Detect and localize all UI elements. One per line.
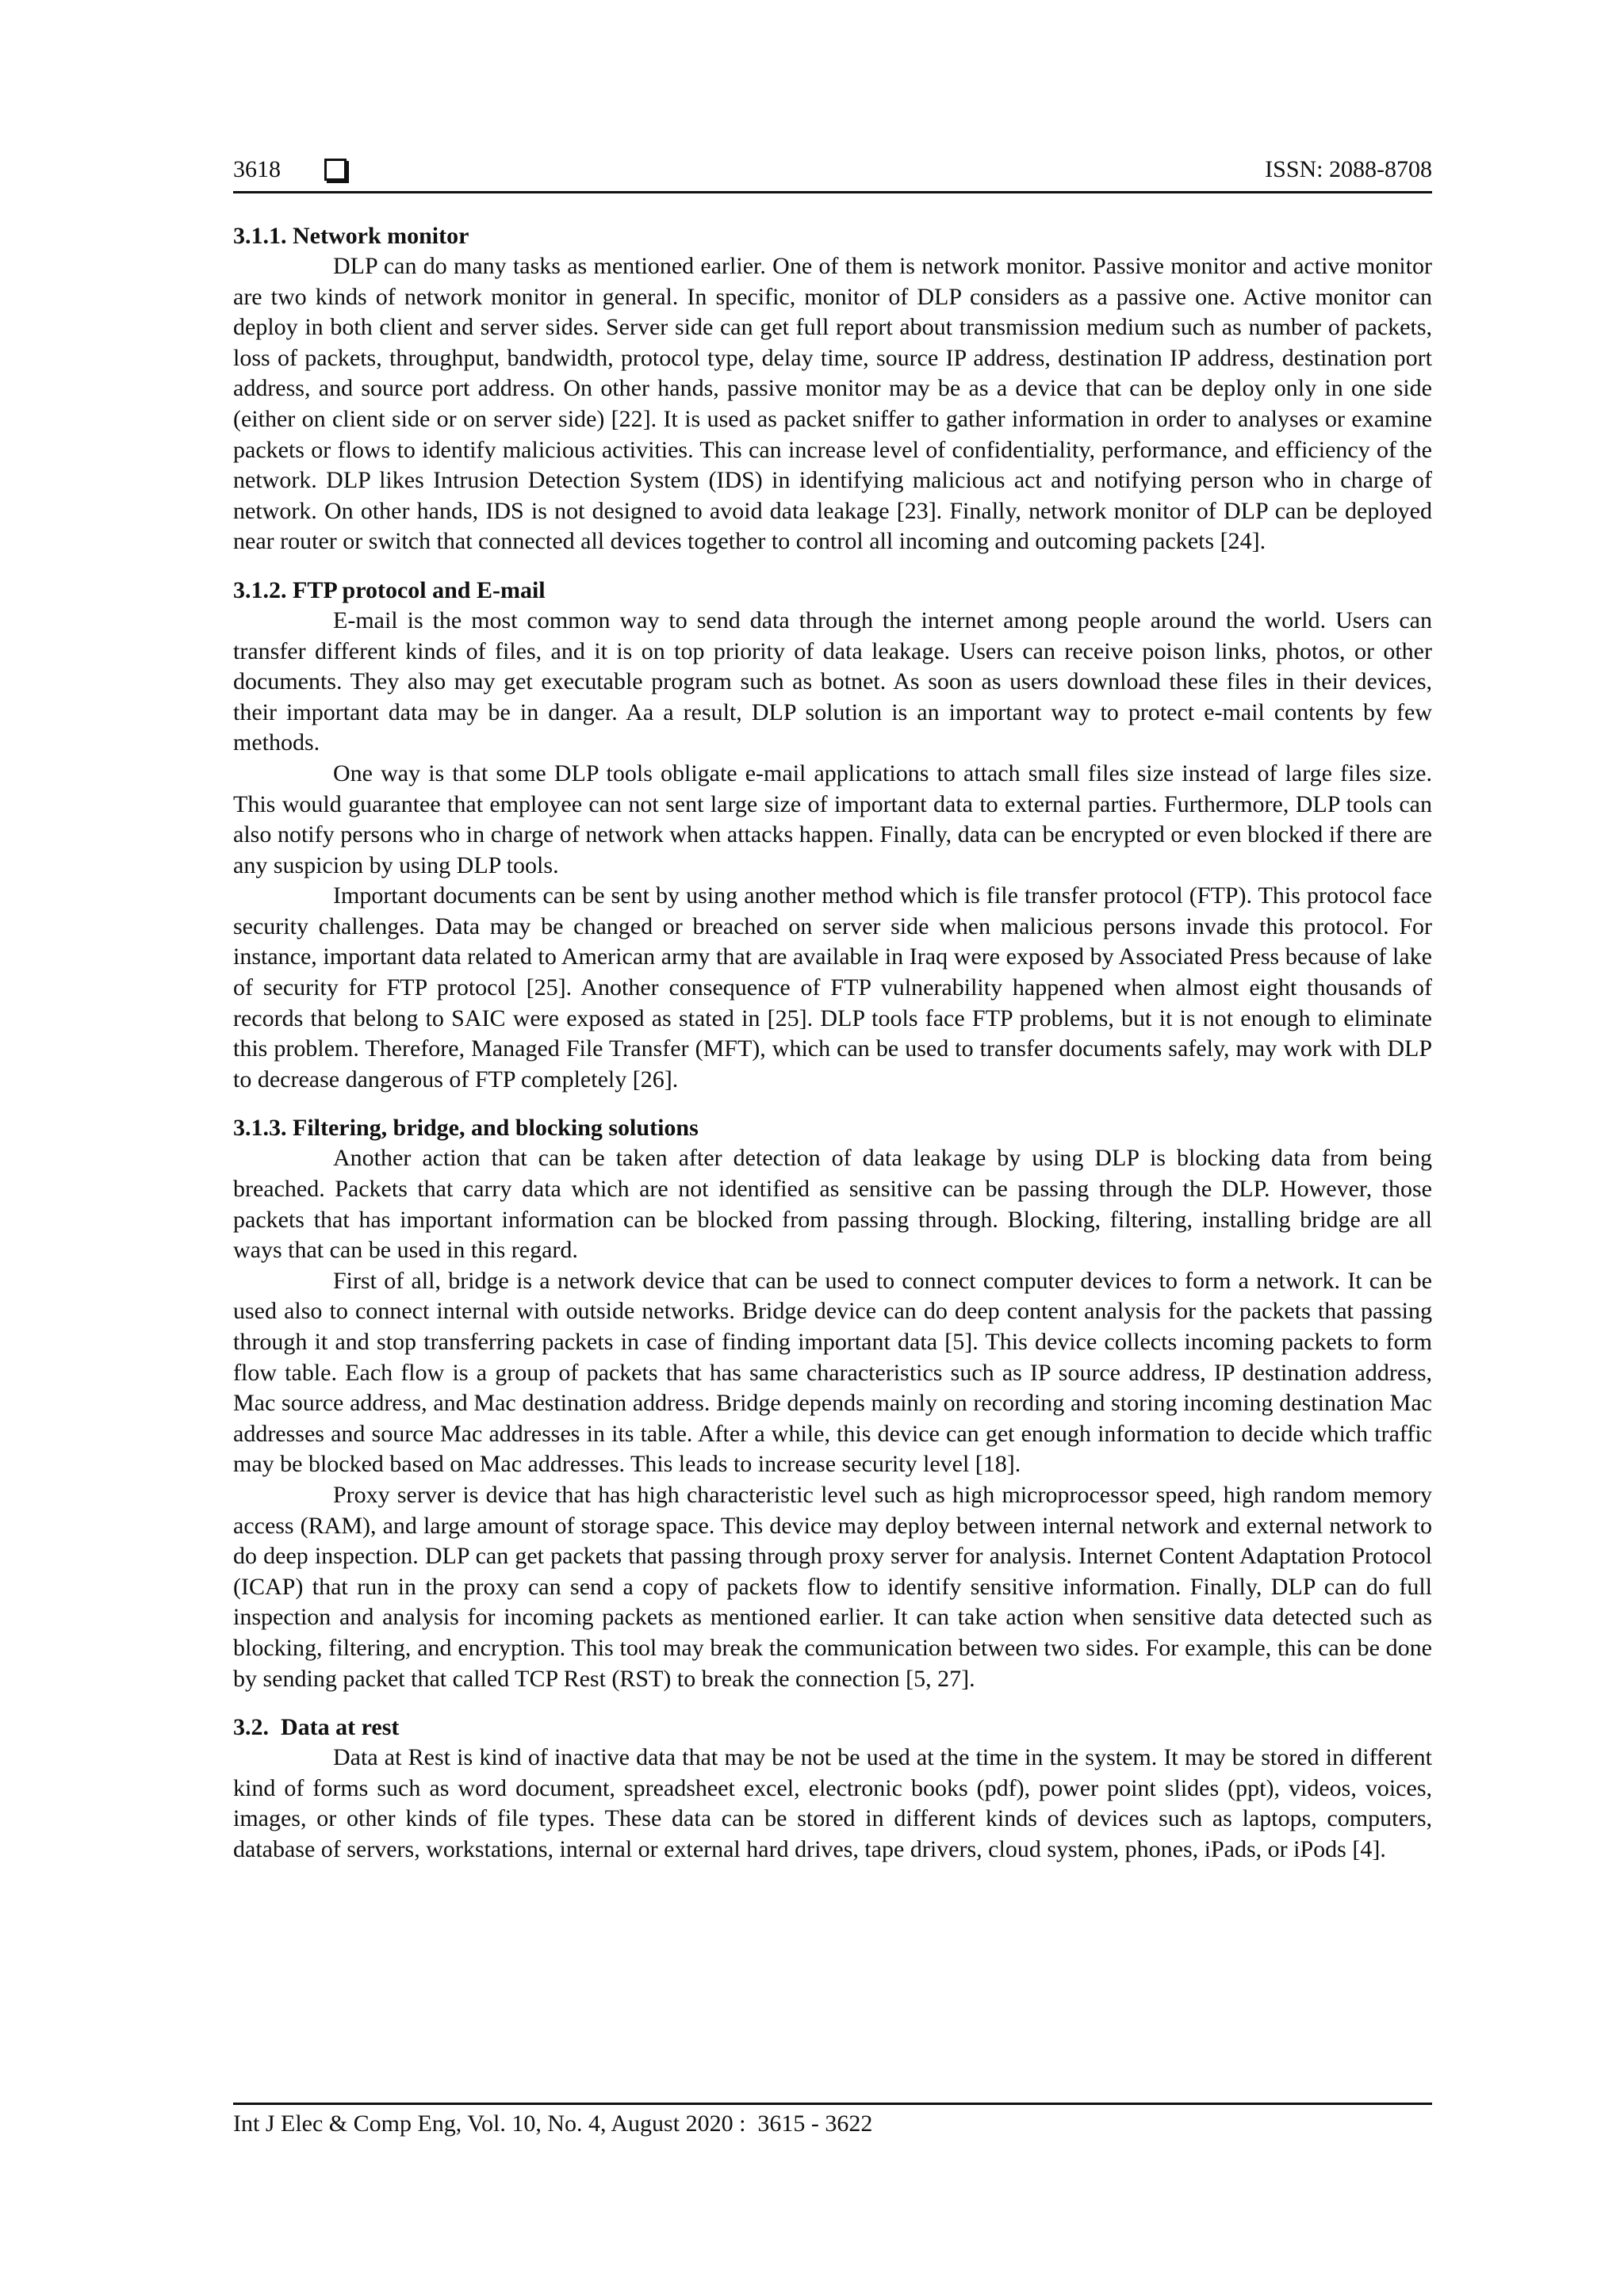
square-bullet-icon (324, 159, 347, 181)
page-number: 3618 (233, 156, 281, 182)
journal-citation: Int J Elec & Comp Eng, Vol. 10, No. 4, August 2020 : 3615 - 3622 (233, 2110, 873, 2137)
section-heading: 3.1.2. FTP protocol and E-mail (233, 576, 546, 603)
footer-divider (233, 2103, 1432, 2105)
header-divider (233, 191, 1432, 193)
paragraph: Proxy server is device that has high characteristic level such as high microprocessor speed, high random memory access (RAM), and large amount of storage space. This device may deploy between internal network and external network to do deep inspection. DLP can get packets that passing through proxy server for analysis. Internet Content Adaptation Protocol (ICAP) that run in the proxy can send a copy of packets flow to identify sensitive information. Finally, DLP can do full inspection and analysis for incoming packets as mentioned earlier. It can take action when sensitive data detected such as blocking, filtering, and encryption. This tool may break the communication between two sides. For example, this can be done by sending packet that called TCP Rest (RST) to break the connection [5, 27]. (233, 1481, 1432, 1692)
section-heading: 3.2. Data at rest (233, 1714, 400, 1741)
section-heading: 3.1.1. Network monitor (233, 223, 469, 249)
paragraph: Data at Rest is kind of inactive data that may be not be used at the time in the system. It may be stored in different kind of forms such as word document, spreadsheet excel, electronic books (pdf), power point slides (ppt), videos, voices, images, or other kinds of file types. These data can be stored in different kinds of devices such as laptops, computers, database of servers, workstations, internal or external hard drives, tape drivers, cloud system, phones, iPads, or iPods [4]. (233, 1744, 1432, 1862)
section-data-at-rest (233, 1712, 1432, 1865)
paragraph: One way is that some DLP tools obligate e-mail applications to attach small files size instead of large files size. This would guarantee that employee can not sent large size of important data to external parties. Furthermore, DLP tools can also notify persons who in charge of network when attacks happen. Finally, data can be encrypted or even blocked if there are any suspicion by using DLP tools. (233, 760, 1432, 878)
paragraph: E-mail is the most common way to send data through the internet among people around the world. Users can transfer different kinds of files, and it is on top priority of data leakage. Users can receive poison links, photos, or other documents. They also may get executable program such as botnet. As soon as users download these files in their devices, their important data may be in danger. Aa a result, DLP solution is an important way to protect e-mail contents by few methods. (233, 607, 1432, 756)
section-filtering-bridge-blocking (233, 1112, 1432, 1694)
page-header (233, 155, 1432, 195)
section-network-monitor (233, 220, 1432, 557)
page-body (233, 220, 1432, 1883)
paragraph: Another action that can be taken after detection of data leakage by using DLP is blocking data from being breached. Packets that carry data which are not identified as sensitive can be passing through the DLP. However, those packets that has important information can be blocked from passing through. Blocking, filtering, installing bridge are all ways that can be used in this regard. (233, 1145, 1432, 1264)
paragraph: First of all, bridge is a network device that can be used to connect computer devices to form a network. It can be used also to connect internal with outside networks. Bridge device can do deep content analysis for the packets that passing through it and stop transferring packets in case of finding important data [5]. This device collects incoming packets to form flow table. Each flow is a group of packets that has same characteristics such as IP source address, IP destination address, Mac source address, and Mac destination address. Bridge depends mainly on recording and storing incoming destination Mac addresses and source Mac addresses in its table. After a while, this device can get enough information to decide which traffic may be blocked based on Mac addresses. This leads to increase security level [18]. (233, 1267, 1432, 1478)
paragraph: DLP can do many tasks as mentioned earlier. One of them is network monitor. Passive monitor and active monitor are two kinds of network monitor in general. In specific, monitor of DLP considers as a passive one. Active monitor can deploy in both client and server sides. Server side can get full report about transmission medium such as number of packets, loss of packets, throughput, bandwidth, protocol type, delay time, source IP address, destination IP address, destination port address, and source port address. On other hands, passive monitor may be as a device that can be deploy only in one side (either on client side or on server side) [22]. It is used as packet sniffer to gather information in order to analyses or examine packets or flows to identify malicious activities. This can increase level of confidentiality, performance, and efficiency of the network. DLP likes Intrusion Detection System (IDS) in identifying malicious act and notifying person who in charge of network. On other hands, IDS is not designed to avoid data leakage [23]. Finally, network monitor of DLP can be deployed near router or switch that connected all devices together to control all incoming and outcoming packets [24]. (233, 253, 1432, 555)
paragraph: Important documents can be sent by using another method which is file transfer protocol (FTP). This protocol face security challenges. Data may be changed or breached on server side when malicious persons invade this protocol. For instance, important data related to American army that are available in Iraq were exposed by Associated Press because of lake of security for FTP protocol [25]. Another consequence of FTP vulnerability happened when almost eight thousands of records that belong to SAIC were exposed as stated in [25]. DLP tools face FTP problems, but it is not enough to eliminate this problem. Therefore, Managed File Transfer (MFT), which can be used to transfer documents safely, may work with DLP to decrease dangerous of FTP completely [26]. (233, 882, 1432, 1093)
section-heading: 3.1.3. Filtering, bridge, and blocking solutions (233, 1115, 699, 1142)
section-ftp-email (233, 575, 1432, 1096)
issn-label: ISSN: 2088-8708 (1265, 156, 1432, 182)
